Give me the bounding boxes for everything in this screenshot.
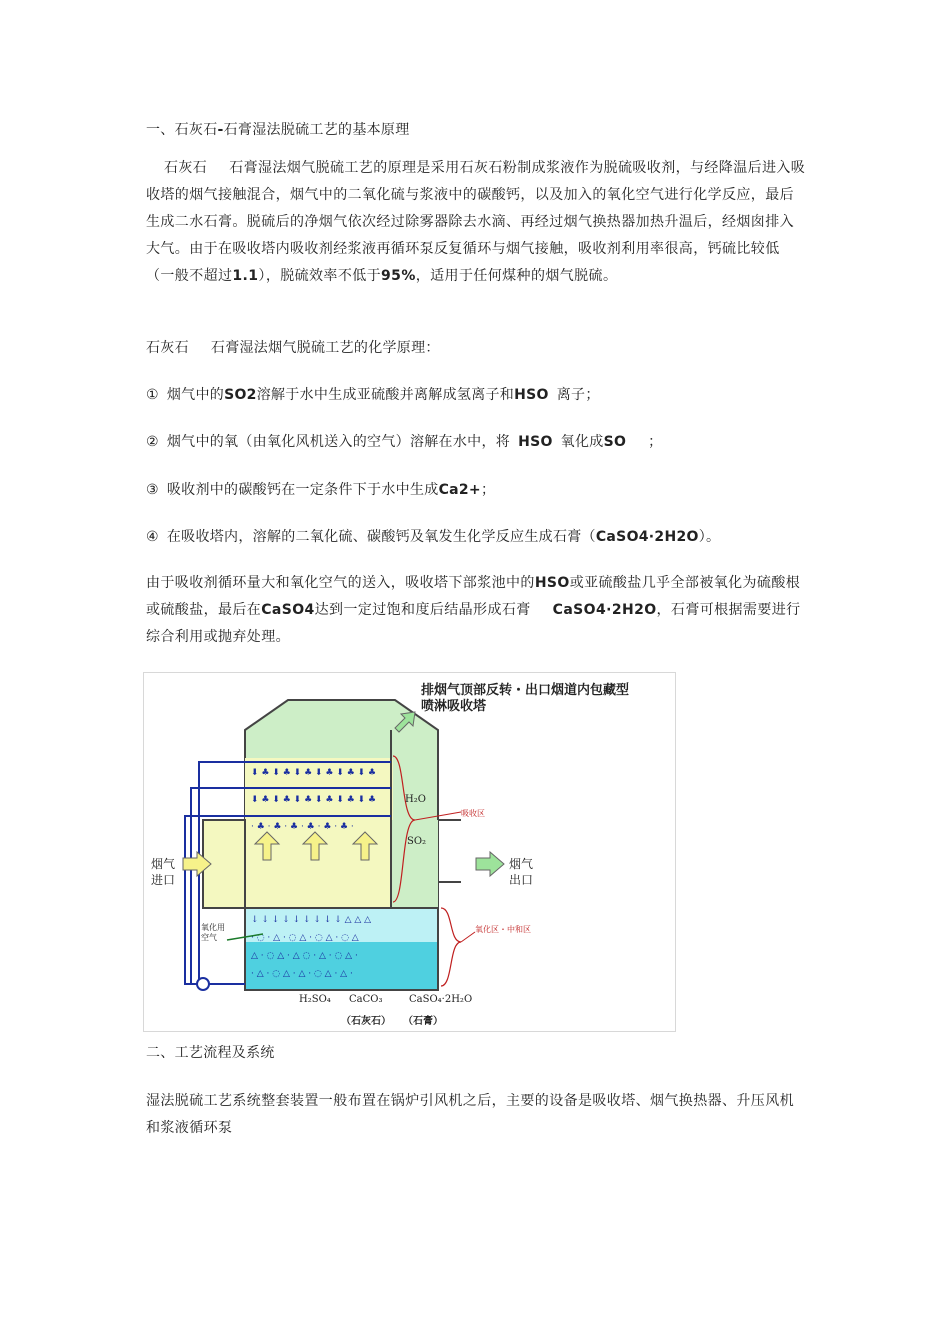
droplets: ⬇ ♣ ⬇ ♣ ⬇ ♣ ⬇ ♣ ⬇ ♣ ⬇ ♣ <box>251 795 377 805</box>
section2-paragraph: 湿法脱硫工艺系统整套装置一般布置在锅炉引风机之后，主要的设备是吸收塔、烟气换热器、升压风机和浆液循环泵 <box>146 1093 794 1136</box>
summary-text: ，石膏可根据需要进行综合利用或抛弃处理。 <box>146 602 801 645</box>
step-text: 烟气中的 <box>166 387 225 403</box>
section1-heading <box>146 120 410 140</box>
summary-text: 由于吸收剂循环量大和氧化空气的送入，吸收塔下部浆池中的 <box>146 575 535 591</box>
absorption-zone-label: 吸收区 <box>461 809 485 818</box>
heading-part: 石膏湿法脱硫工艺的基本原理 <box>223 122 410 138</box>
step-number: ② <box>146 434 159 450</box>
step-text: 烟气中的氧（由氧化风机送入的空气）溶解在水中，将 <box>166 434 511 450</box>
step-formula: HSO <box>514 387 549 403</box>
so2-label: SO₂ <box>407 836 427 847</box>
ca-s-ratio: 1.1 <box>232 268 259 284</box>
intro-body: 石膏湿法烟气脱硫工艺的原理是采用石灰石粉制成浆液作为脱硫吸收剂，与经降温后进入吸收塔的烟气接触混合，烟气中的二氧化硫与浆液中的碳酸钙，以及加入的氧化空气进行化学反应，最后生成二水石膏。脱硫后的净烟气依次经过除雾器除去水滴、再经过烟气换热器加热升温后，经烟囱排入大气。由于在吸收塔内吸收剂经浆液再循环泵反复循环与烟气接触，吸收剂利用率很高，钙硫比较低（一般不超过 <box>146 160 806 284</box>
step-2 <box>146 432 662 452</box>
oxidation-zone-label: 氧化区・中和区 <box>475 925 531 934</box>
gypsum-label: （石膏） <box>403 1016 443 1027</box>
step-number: ① <box>146 387 159 403</box>
oxidation-air-label-1: 氧化用 <box>201 923 225 932</box>
h2so4-label: H₂SO₄ <box>299 994 331 1005</box>
circulation-pump-icon <box>197 978 209 990</box>
step-formula: SO <box>603 434 627 450</box>
step-text: 在吸收塔内，溶解的二氧化硫、碳酸钙及氧发生化学反应生成石膏（ <box>166 529 596 545</box>
outlet-label-1: 烟气 <box>509 857 534 871</box>
step-formula: CaSO4·2H2O <box>595 529 699 545</box>
step-text: 吸收剂中的碳酸钙在一定条件下于水中生成 <box>166 482 439 498</box>
step-4 <box>146 527 720 547</box>
chem-title-b: 石膏湿法烟气脱硫工艺的化学原理： <box>210 340 440 356</box>
summary-formula: CaSO4·2H2O <box>552 602 657 618</box>
diagram-title-1: 排烟气顶部反转・出口烟道内包藏型 <box>421 683 630 698</box>
step-text: ； <box>480 482 496 498</box>
summary-formula: HSO <box>534 575 570 591</box>
inlet-label-2: 进口 <box>151 873 176 887</box>
step-number: ③ <box>146 482 159 498</box>
intro-lead: 石灰石 <box>164 160 208 176</box>
summary-formula: CaSO4 <box>261 602 315 618</box>
intro-paragraph <box>146 155 808 290</box>
particles: · △ · ◌ △ · △ · ◌ △ · △ · <box>251 969 353 979</box>
chem-title-a: 石灰石 <box>146 340 189 356</box>
limestone-label: （石灰石） <box>341 1016 391 1027</box>
step-text: 氧化成 <box>560 434 604 450</box>
droplets: ⬇ ♣ ⬇ ♣ ⬇ ♣ ⬇ ♣ ⬇ ♣ ⬇ ♣ <box>251 768 377 778</box>
particles: △ · ◌ △ · △ ◌ · △ · ◌ △ · <box>251 951 358 961</box>
outlet-label-2: 出口 <box>509 873 534 887</box>
efficiency-value: 95% <box>381 268 416 284</box>
step-formula: SO2 <box>224 387 257 403</box>
droplets: · ♣ · ♣ · ♣ · ♣ · ♣ · ♣ · <box>251 822 354 832</box>
step-text: ）。 <box>698 529 721 545</box>
particles: ↓ ↓ ↓ ↓ ↓ ↓ ↓ ↓ ↓ △ △ △ <box>251 915 372 925</box>
step-formula: HSO <box>518 434 553 450</box>
step-1 <box>146 385 600 405</box>
step-text: ； <box>648 434 663 450</box>
step-text: 溶解于水中生成亚硫酸并离解成氢离子和 <box>256 387 515 403</box>
absorber-svg <box>143 672 676 1032</box>
summary-paragraph <box>146 570 808 651</box>
h2o-label: H₂O <box>405 794 426 805</box>
step-text: 离子； <box>556 387 600 403</box>
intro-body-3: ，适用于任何煤种的烟气脱硫。 <box>415 268 618 284</box>
step-number: ④ <box>146 529 159 545</box>
absorber-diagram <box>143 672 676 1032</box>
caco3-label: CaCO₃ <box>349 994 383 1005</box>
diagram-title-2: 喷淋吸收塔 <box>421 699 487 714</box>
particles: · ◌ · △ · ◌ △ · ◌ △ · ◌ △ <box>251 933 359 943</box>
heading-dash: - <box>217 122 224 138</box>
caso4-label: CaSO₄·2H₂O <box>409 994 473 1005</box>
chem-title <box>146 338 440 358</box>
slurry-deep <box>245 942 438 990</box>
section2-heading: 二、工艺流程及系统 <box>146 1045 275 1061</box>
inlet-label-1: 烟气 <box>151 857 176 871</box>
step-formula: Ca2+ <box>438 482 481 498</box>
intro-body-2: ），脱硫效率不低于 <box>258 268 382 284</box>
oxidation-air-label-2: 空气 <box>201 933 217 942</box>
summary-text: 达到一定过饱和度后结晶形成石膏 <box>314 602 531 618</box>
heading-part: 一、石灰石 <box>146 122 218 138</box>
step-3 <box>146 480 495 500</box>
summary-text: 或亚硫酸盐几乎全部被氧化为硫酸根或硫酸盐，最后在 <box>146 575 801 618</box>
